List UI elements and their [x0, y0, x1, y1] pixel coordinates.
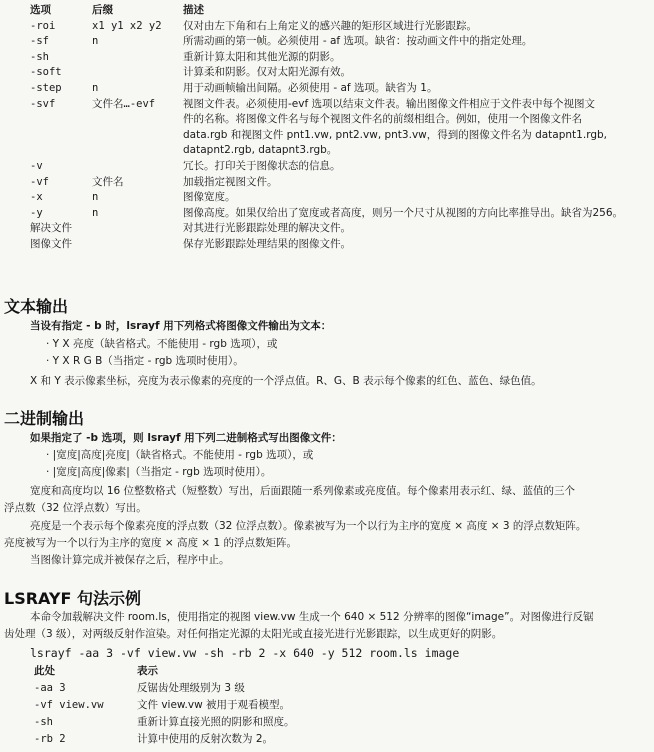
binary-output-intro: 如果指定了 -b 选项，则 lsrayf 用下列二进制格式写出图像文件： — [30, 432, 342, 444]
example-heading: LSRAYF 句法示例 — [4, 589, 141, 608]
option-description: datapnt2.rgb, datapnt3.rgb。 — [183, 144, 338, 157]
options-table-row — [30, 50, 650, 66]
option-description: 仅对由左下角和右上角定义的感兴趣的矩形区域进行光影跟踪。 — [183, 19, 477, 32]
example-col-means: 表示 — [137, 665, 158, 677]
options-table-header — [30, 3, 650, 19]
binary-output-paragraph: 亮度是一个表示每个像素亮度的浮点数（32 位浮点数）。像素被写为一个以行为主序的宽度 × 高度 × 3 的浮点数矩阵。 — [30, 520, 587, 532]
option-name: -vf — [30, 175, 49, 188]
text-output-note: X 和 Y 表示像素坐标，亮度为表示像素的亮度的一个浮点值。R、G、B 表示每个像素的红色、蓝色、绿色值。 — [30, 375, 542, 387]
example-table-row — [34, 732, 273, 747]
option-suffix — [92, 112, 183, 128]
example-table-header — [34, 664, 158, 679]
option-suffix: x1 y1 x2 y2 — [92, 19, 162, 32]
example-option: -rb 2 — [34, 733, 66, 745]
text-output-bullet: · Y X 亮度（缺省格式。不能使用 - rgb 选项），或 — [46, 338, 278, 350]
option-description: 计算柔和阴影。仅对太阳光源有效。 — [183, 66, 351, 79]
option-name — [30, 112, 92, 128]
options-table-row — [30, 97, 650, 113]
option-name: -y — [30, 206, 43, 219]
option-description: 图像高度。如果仅给出了宽度或者高度，则另一个尺寸从视图的方向比率推导出。缺省为256。 — [183, 206, 624, 219]
binary-output-paragraph: 亮度被写为一个以行为主序的宽度 × 高度 × 1 的浮点数矩阵。 — [4, 537, 297, 549]
example-option: -aa 3 — [34, 682, 66, 694]
option-name: -soft — [30, 66, 62, 79]
option-suffix: n — [92, 35, 99, 48]
option-suffix: n — [92, 206, 99, 219]
option-name — [30, 128, 92, 144]
example-command: lsrayf -aa 3 -vf view.vw -sh -rb 2 -x 640 -y 512 room.ls image — [30, 646, 460, 660]
option-description: 保存光影跟踪处理结果的图像文件。 — [183, 237, 351, 250]
option-description: 加载指定视图文件。 — [183, 175, 278, 188]
option-description: 件的名称。将图像文件名与每个视图文件名的前缀相组合。例如，使用一个图像文件名 — [183, 113, 582, 126]
header-option: 选项 — [30, 4, 51, 16]
binary-output-bullet: · |宽度|高度|像素|（当指定 - rgb 选项时使用）。 — [46, 466, 272, 478]
option-description: data.rgb 和视图文件 pnt1.vw, pnt2.vw, pnt3.vw，得到的图像文件名为 datapnt1.rgb, — [183, 128, 607, 141]
options-table-row — [30, 19, 650, 35]
option-suffix — [92, 65, 183, 81]
options-table-row — [30, 237, 650, 253]
binary-output-paragraph: 浮点数（32 位浮点数）写出。 — [4, 502, 147, 514]
option-name: -x — [30, 191, 43, 204]
options-table-row — [30, 65, 650, 81]
text-output-intro: 当设有指定 - b 时，lsrayf 用下列格式将图像文件输出为文本： — [30, 320, 332, 332]
example-meaning: 反锯齿处理级别为 3 级 — [137, 682, 245, 694]
example-meaning: 重新计算直接光照的阴影和照度。 — [137, 716, 295, 728]
option-suffix: n — [92, 191, 99, 204]
option-suffix — [92, 159, 183, 175]
example-option: -vf view.vw — [34, 699, 104, 711]
example-intro: 本命令加载解决文件 room.ls，使用指定的视图 view.vw 生成一个 640 × 512 分辨率的图像“image”。对图像进行反锯 — [30, 611, 594, 623]
options-table — [30, 3, 650, 253]
option-suffix — [92, 237, 183, 253]
option-name: -sh — [30, 50, 49, 63]
binary-output-paragraph: 宽度和高度均以 16 位整数格式（短整数）写出，后面跟随一系列像素或亮度值。每个像素用表示红、绿、蓝值的三个 — [30, 485, 576, 497]
options-table-row-continuation — [30, 128, 650, 144]
option-description: 对其进行光影跟踪处理的解决文件。 — [183, 222, 351, 235]
example-table-row — [34, 715, 295, 730]
text-output-bullet: · Y X R G B（当指定 - rgb 选项时使用）。 — [46, 355, 244, 367]
example-table-row — [34, 681, 245, 696]
option-suffix: 文件名 — [92, 175, 124, 188]
option-name: 图像文件 — [30, 237, 72, 250]
options-table-row-continuation — [30, 143, 650, 159]
option-description: 冗长。打印关于图像状态的信息。 — [183, 159, 341, 172]
options-table-row — [30, 159, 650, 175]
example-meaning: 计算中使用的反射次数为 2。 — [137, 733, 274, 745]
option-description: 图像宽度。 — [183, 191, 236, 204]
option-description: 所需动画的第一帧。必须使用 - af 选项。缺省：按动画文件中的指定处理。 — [183, 35, 533, 48]
options-table-row — [30, 190, 650, 206]
option-name: -sf — [30, 35, 49, 48]
binary-output-paragraph: 当图像计算完成并被保存之后，程序中止。 — [30, 554, 230, 566]
option-description: 用于动画帧输出间隔。必须使用 - af 选项。缺省为 1。 — [183, 81, 438, 94]
example-meaning: 文件 view.vw 被用于观看模型。 — [137, 699, 291, 711]
option-name: 解决文件 — [30, 222, 72, 235]
options-table-row — [30, 221, 650, 237]
example-option: -sh — [34, 716, 53, 728]
text-output-heading: 文本输出 — [4, 297, 69, 316]
option-suffix — [92, 128, 183, 144]
options-table-row — [30, 34, 650, 50]
option-name: -svf — [30, 97, 56, 110]
example-table-row — [34, 698, 290, 713]
option-suffix: n — [92, 81, 99, 94]
binary-output-bullet: · |宽度|高度|亮度|（缺省格式。不能使用 - rgb 选项），或 — [46, 449, 314, 461]
option-suffix: 文件名…-evf — [92, 97, 156, 110]
example-intro: 齿处理（3 级），对两级反射作渲染。对任何指定光源的太阳光或直接光进行光影跟踪，以生成更好的阴影。 — [4, 628, 503, 640]
options-table-row — [30, 175, 650, 191]
option-description: 视图文件表。必须使用-evf 选项以结束文件表。输出图像文件相应于文件表中每个视图文 — [183, 97, 595, 110]
header-suffix: 后缀 — [92, 4, 113, 16]
option-name: -step — [30, 81, 62, 94]
option-description: 重新计算太阳和其他光源的阴影。 — [183, 50, 341, 63]
option-name: -v — [30, 159, 43, 172]
example-col-here: 此处 — [34, 665, 55, 677]
option-name: -roi — [30, 19, 56, 32]
options-table-row-continuation — [30, 112, 650, 128]
binary-output-heading: 二进制输出 — [4, 409, 85, 428]
option-name — [30, 143, 92, 159]
header-description: 描述 — [183, 4, 204, 16]
option-suffix — [92, 143, 183, 159]
option-suffix — [92, 50, 183, 66]
options-table-row — [30, 206, 650, 222]
options-table-row — [30, 81, 650, 97]
option-suffix — [92, 221, 183, 237]
